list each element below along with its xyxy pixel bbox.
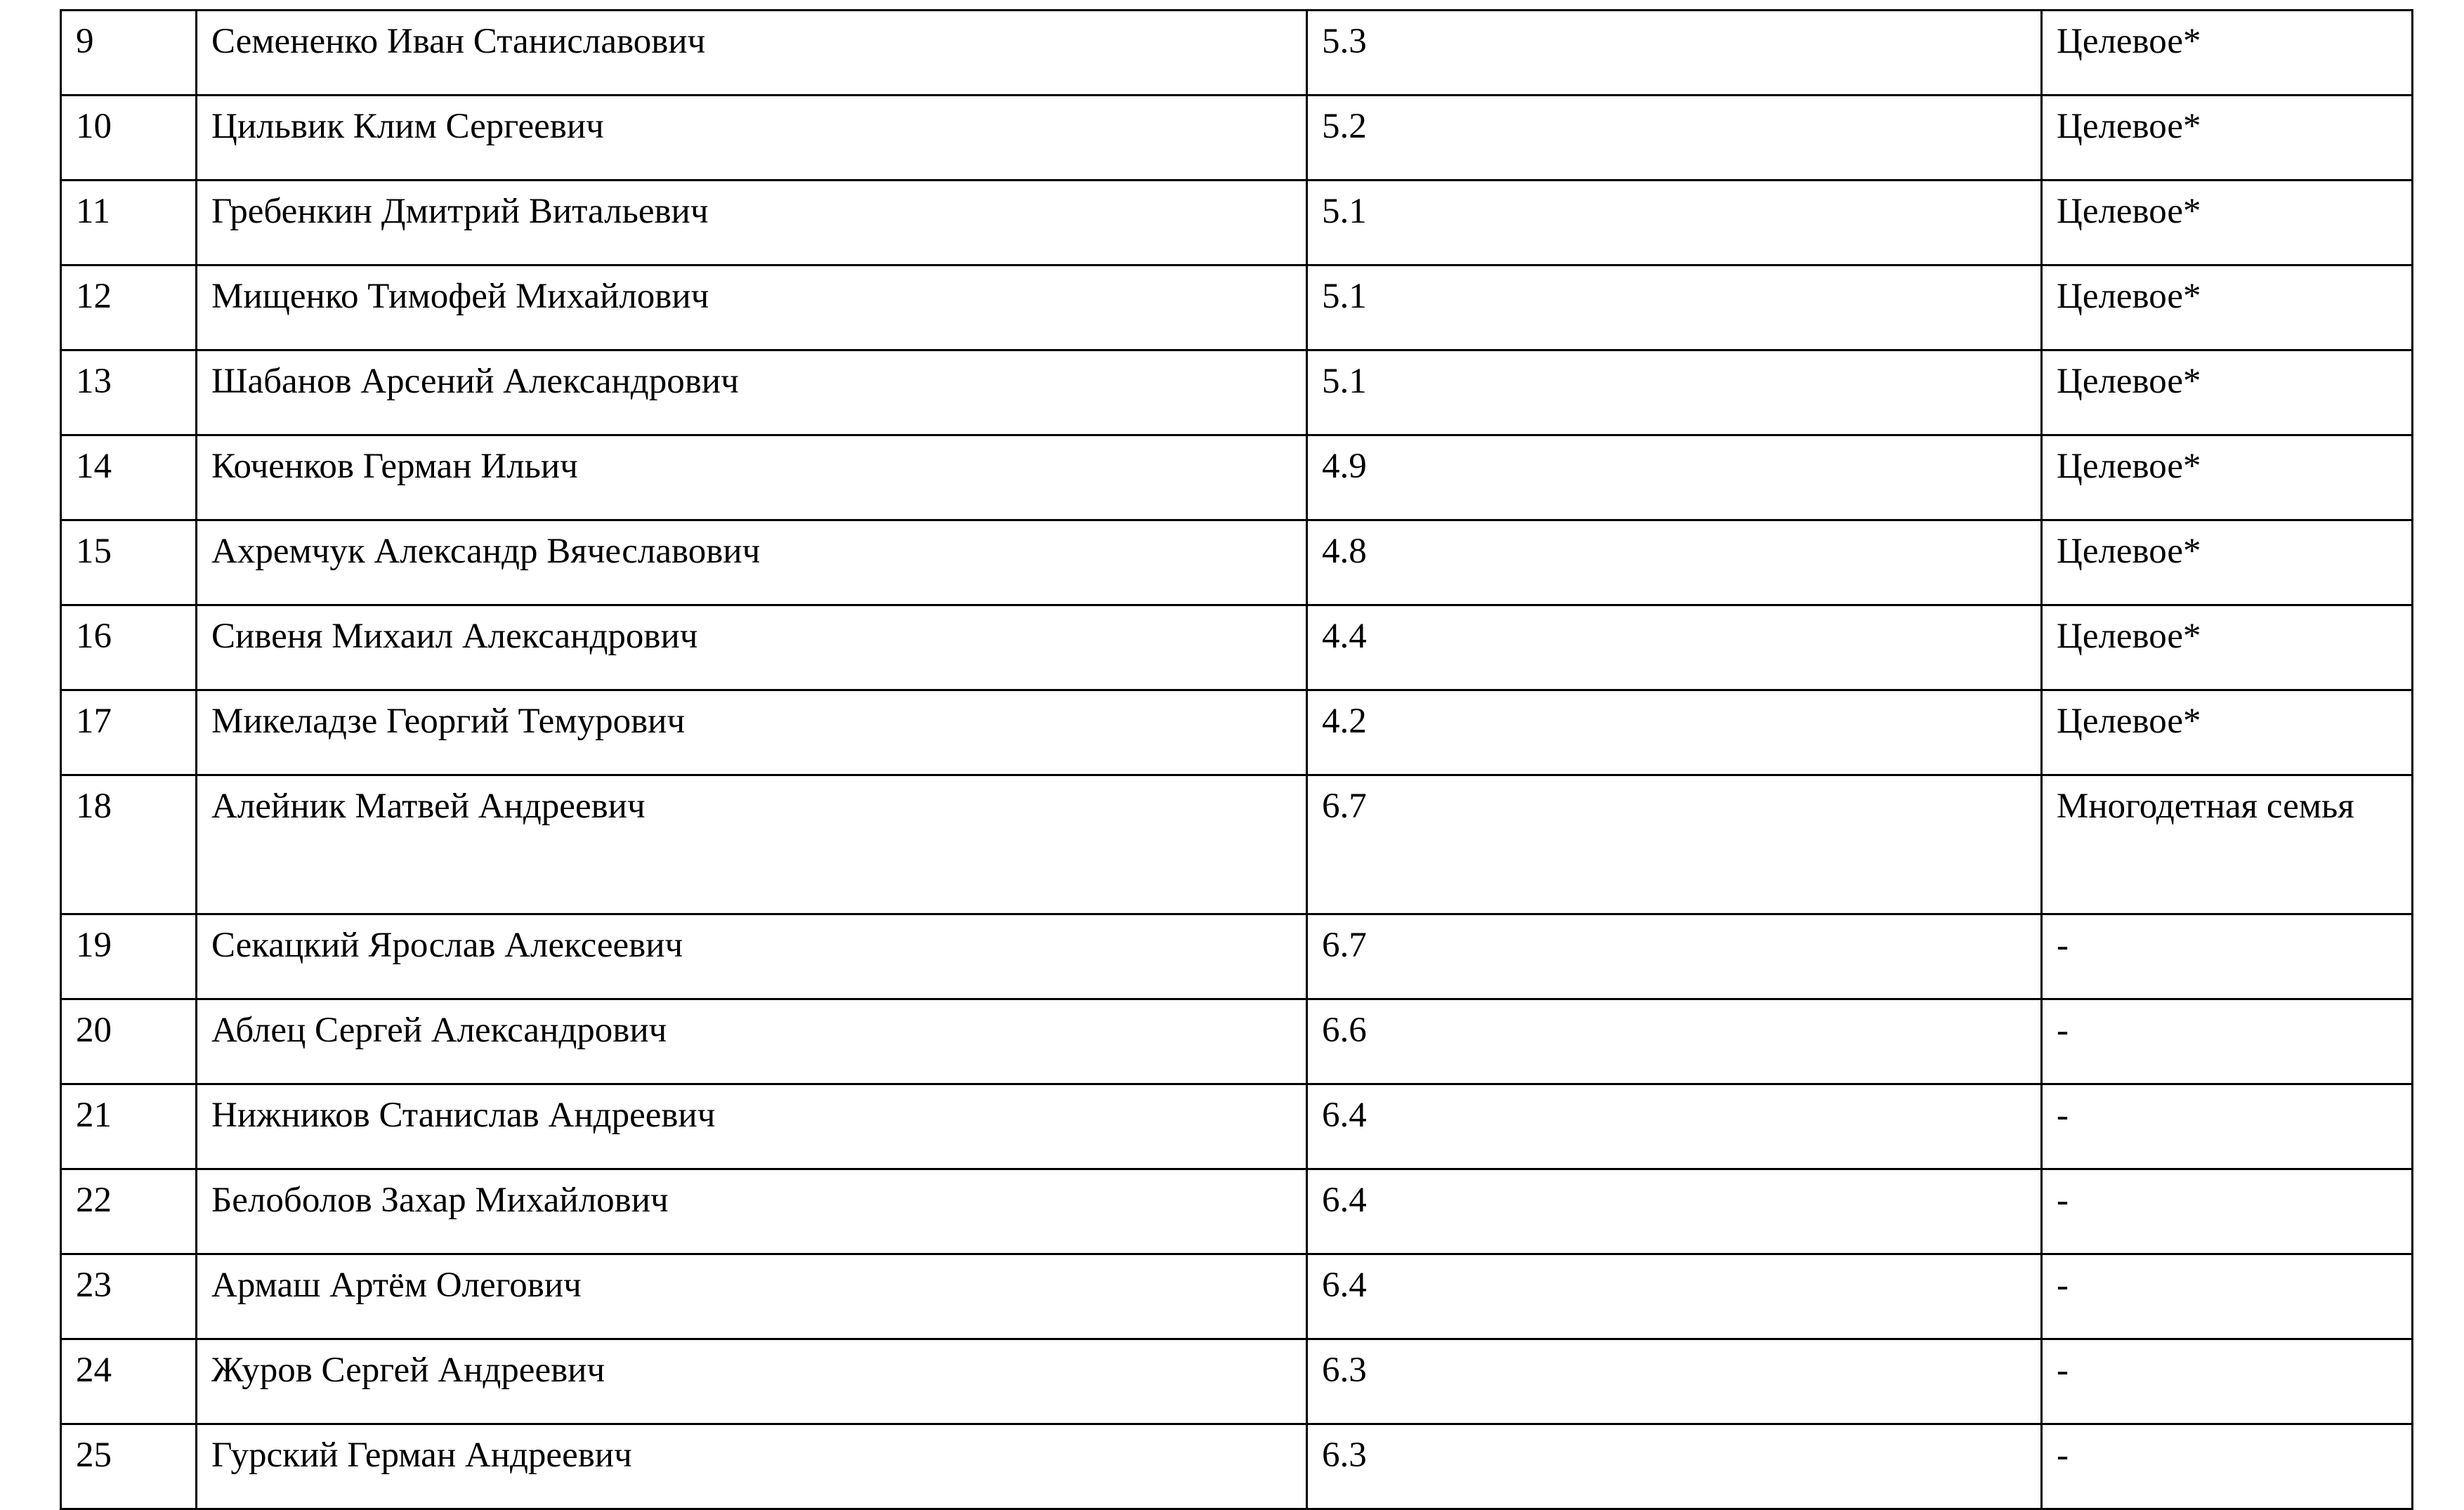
- student-name: Мищенко Тимофей Михайлович: [197, 265, 1307, 350]
- table-row: [61, 520, 2413, 605]
- student-name: Армаш Артём Олегович: [197, 1254, 1307, 1339]
- row-number: 24: [61, 1339, 197, 1424]
- student-name: Микеладзе Георгий Темурович: [197, 690, 1307, 775]
- table-row: [61, 96, 2413, 180]
- students-table: [60, 9, 2413, 1510]
- row-number: 17: [61, 690, 197, 775]
- score: 6.4: [1307, 1254, 2042, 1339]
- note: Целевое*: [2042, 96, 2413, 180]
- row-number: 20: [61, 999, 197, 1084]
- student-name: Цильвик Клим Сергеевич: [197, 96, 1307, 180]
- score: 6.4: [1307, 1169, 2042, 1254]
- row-number: 21: [61, 1084, 197, 1169]
- note: Целевое*: [2042, 265, 2413, 350]
- student-name: Ахремчук Александр Вячеславович: [197, 520, 1307, 605]
- note: -: [2042, 1169, 2413, 1254]
- row-number: 11: [61, 180, 197, 265]
- table-row: [61, 11, 2413, 96]
- student-name: Белоболов Захар Михайлович: [197, 1169, 1307, 1254]
- table-row: [61, 265, 2413, 350]
- score: 6.7: [1307, 914, 2042, 999]
- table-row: [61, 435, 2413, 520]
- note: -: [2042, 914, 2413, 999]
- score: 4.4: [1307, 605, 2042, 690]
- score: 6.7: [1307, 775, 2042, 914]
- table-row: [61, 690, 2413, 775]
- student-name: Шабанов Арсений Александрович: [197, 350, 1307, 435]
- student-name: Гребенкин Дмитрий Витальевич: [197, 180, 1307, 265]
- score: 5.1: [1307, 350, 2042, 435]
- row-number: 22: [61, 1169, 197, 1254]
- table-row: [61, 1084, 2413, 1169]
- student-name: Журов Сергей Андреевич: [197, 1339, 1307, 1424]
- score: 4.8: [1307, 520, 2042, 605]
- table-row: [61, 605, 2413, 690]
- table-row: [61, 1169, 2413, 1254]
- note: Целевое*: [2042, 605, 2413, 690]
- note: -: [2042, 1424, 2413, 1509]
- student-name: Сивеня Михаил Александрович: [197, 605, 1307, 690]
- row-number: 13: [61, 350, 197, 435]
- row-number: 19: [61, 914, 197, 999]
- note: -: [2042, 1084, 2413, 1169]
- student-name: Алейник Матвей Андреевич: [197, 775, 1307, 914]
- table-row: [61, 180, 2413, 265]
- student-name: Семененко Иван Станиславович: [197, 11, 1307, 96]
- student-name: Коченков Герман Ильич: [197, 435, 1307, 520]
- note: Целевое*: [2042, 350, 2413, 435]
- student-name: Нижников Станислав Андреевич: [197, 1084, 1307, 1169]
- table-row: [61, 1254, 2413, 1339]
- table-row: [61, 999, 2413, 1084]
- student-name: Гурский Герман Андреевич: [197, 1424, 1307, 1509]
- score: 5.3: [1307, 11, 2042, 96]
- note: Целевое*: [2042, 690, 2413, 775]
- note: Целевое*: [2042, 435, 2413, 520]
- note: -: [2042, 1339, 2413, 1424]
- score: 4.2: [1307, 690, 2042, 775]
- table-body: [61, 11, 2413, 1509]
- score: 5.1: [1307, 180, 2042, 265]
- row-number: 25: [61, 1424, 197, 1509]
- row-number: 18: [61, 775, 197, 914]
- table-row: [61, 350, 2413, 435]
- row-number: 23: [61, 1254, 197, 1339]
- row-number: 10: [61, 96, 197, 180]
- score: 6.6: [1307, 999, 2042, 1084]
- row-number: 9: [61, 11, 197, 96]
- score: 6.3: [1307, 1339, 2042, 1424]
- row-number: 15: [61, 520, 197, 605]
- table-row: [61, 775, 2413, 914]
- note: Целевое*: [2042, 180, 2413, 265]
- note: Многодетная семья: [2042, 775, 2413, 914]
- table-row: [61, 914, 2413, 999]
- row-number: 14: [61, 435, 197, 520]
- row-number: 12: [61, 265, 197, 350]
- score: 5.2: [1307, 96, 2042, 180]
- note: Целевое*: [2042, 11, 2413, 96]
- score: 6.3: [1307, 1424, 2042, 1509]
- note: -: [2042, 999, 2413, 1084]
- row-number: 16: [61, 605, 197, 690]
- note: Целевое*: [2042, 520, 2413, 605]
- student-name: Секацкий Ярослав Алексеевич: [197, 914, 1307, 999]
- table-row: [61, 1339, 2413, 1424]
- score: 5.1: [1307, 265, 2042, 350]
- score: 6.4: [1307, 1084, 2042, 1169]
- score: 4.9: [1307, 435, 2042, 520]
- table-row: [61, 1424, 2413, 1509]
- student-name: Аблец Сергей Александрович: [197, 999, 1307, 1084]
- note: -: [2042, 1254, 2413, 1339]
